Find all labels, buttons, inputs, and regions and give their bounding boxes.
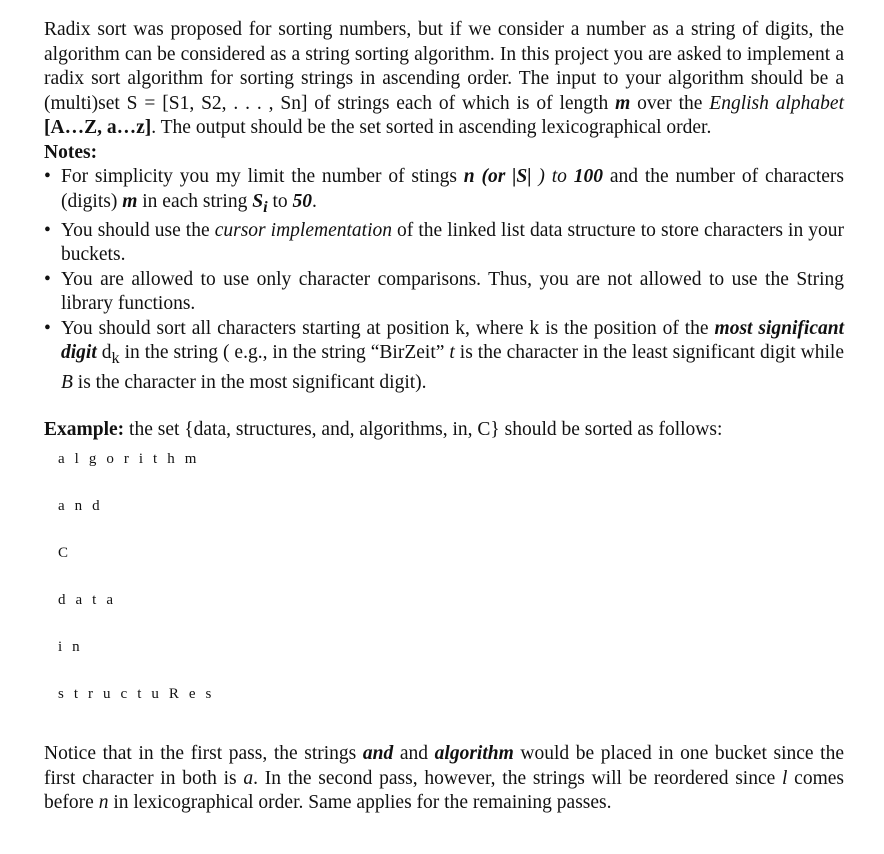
word-char: i [138,450,144,467]
sorted-word [58,635,844,660]
word-char: m [184,450,197,467]
word-char: t [73,685,79,702]
intro-english-alphabet: English alphabet [709,92,844,114]
word-char: i [58,638,63,655]
word-char: l [74,450,79,467]
word-char: d [58,591,66,608]
word-char: g [88,450,97,467]
word-char: s [205,685,212,702]
word-char: a [106,591,114,608]
sorted-words [58,447,844,707]
note-item-2: • You should use the cursor implementation of the linked list data structure to store characters in your buckets. [44,219,845,266]
word-char: t [153,450,158,467]
word-char: c [120,685,128,702]
word-char: n [74,497,83,514]
word-char: a [58,497,65,514]
word-char: e [188,685,196,702]
word-char: a [58,450,65,467]
note-item-4: • You should sort all characters starting at position k, where k is the position of the most significant digit $d_k$ in the string ( e.g., in the string “BirZeit” t is the character in the least significant digit while B is the character in the most significant digit). [44,317,844,393]
word-char: R [168,685,179,702]
intro-paragraph [44,18,844,141]
example-text: the set {data, structures, and, algorithms, in, C} should be sorted as follows: [124,419,723,441]
word-char: d [92,497,100,514]
bullet-icon: • [44,166,51,187]
notes-list [44,165,844,395]
note-item-3: • You are allowed to use only character comparisons. Thus, you are not allowed to use the String library functions. [44,268,844,315]
word-char: r [88,685,94,702]
intro-range: [A…Z, a…z] [44,117,152,138]
word-char: h [167,450,175,467]
intro-text-4: . The output should be the set sorted in ascending lexicographical order. [151,117,712,138]
word-char: t [92,591,97,608]
notes-heading: Notes: [44,141,98,163]
example-label: Example: [44,419,125,441]
sorted-word [58,447,844,472]
intro-m: m [615,92,631,114]
word-char: C [58,544,69,561]
word-char: s [58,685,64,702]
sorted-word [58,494,844,519]
bullet-icon: • [44,268,51,290]
bullet-icon: • [44,219,51,241]
word-char: a [75,591,83,608]
sorted-word [58,588,844,613]
word-char: o [106,450,114,467]
word-char: r [123,450,129,467]
sorted-word [58,541,844,566]
document-body [44,18,844,729]
word-char: u [103,685,111,702]
sorted-word [58,682,844,707]
intro-text-2: over the [630,92,710,114]
bullet-icon: • [44,317,51,339]
word-char: u [151,685,159,702]
note-item-1: • For simplicity you my limit the number of stings n (or |S| ) to 100 and the number of characters (digits) m in each string $S_i$ to 50. [44,166,844,216]
word-char: t [137,685,142,702]
notice-paragraph: Notice that in the first pass, the strings and and algorithm would be placed in one bucket since the first character in both is a. In the second pass, however, the strings will be reordered since l comes before n in lexicographical order. Same applies for the remaining passes. [44,743,844,813]
word-char: n [72,638,80,655]
example-line [44,418,844,443]
intro-text-1: Radix sort was proposed for sorting numbers, but if we consider a number as a string of digits, the algorithm can be considered as a string sorting algorithm. In this project you are asked to implement a radix sort algorithm for sorting strings in ascending order. The input to your algorithm should be a (multi)set S = [S1, S2, . . . , Sn] of strings each of which is of length [44,19,844,114]
